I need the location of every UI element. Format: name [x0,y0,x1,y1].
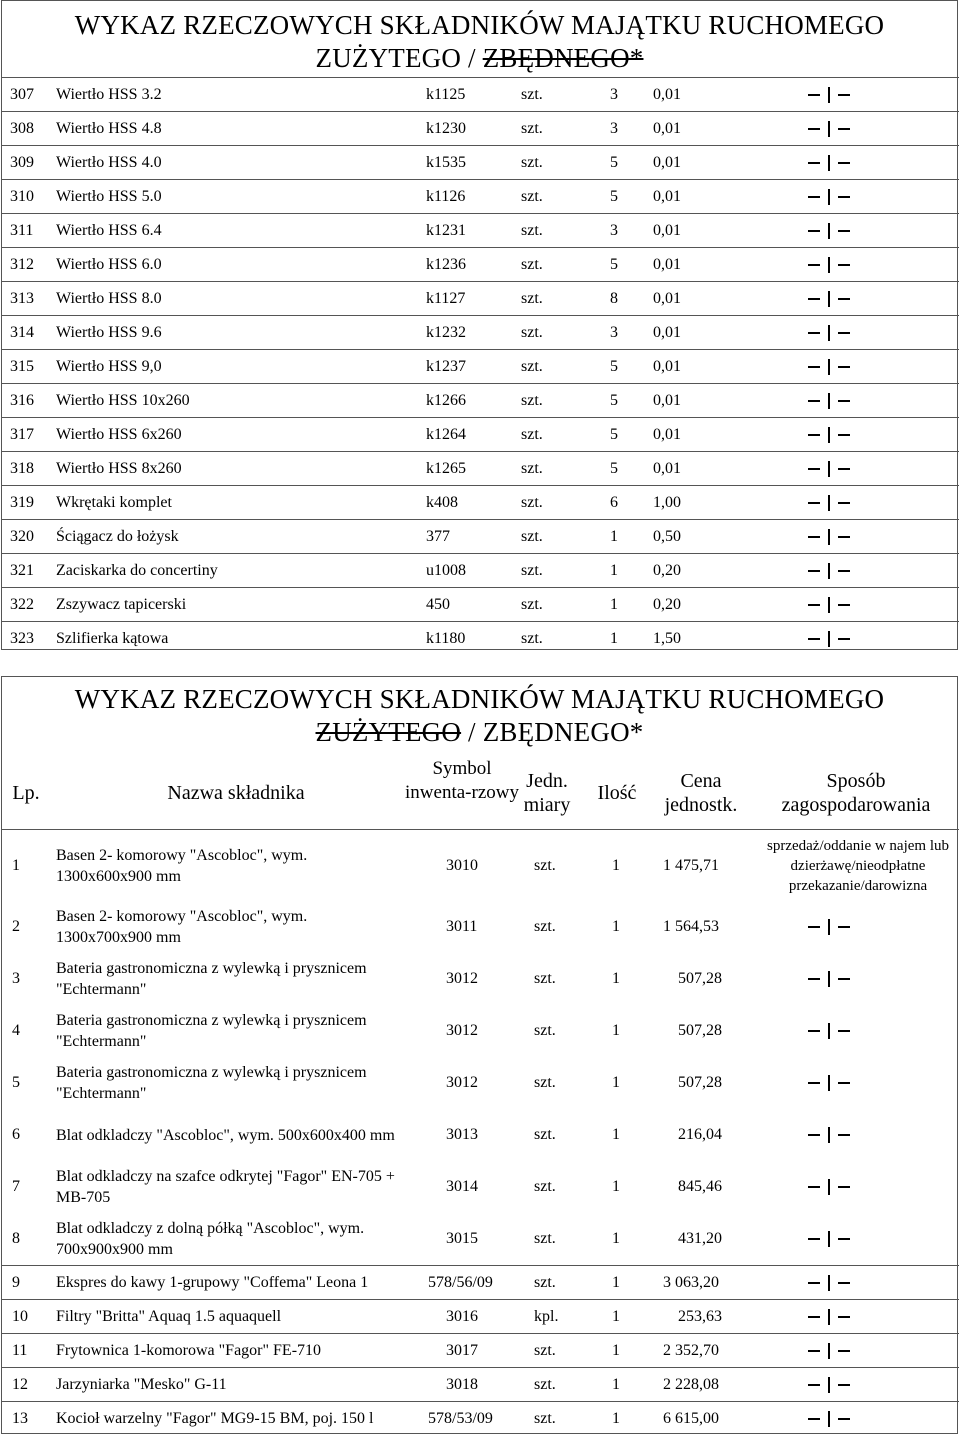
cell-unit: szt. [521,459,543,477]
cell-lp: 315 [10,357,34,375]
table-row [2,179,959,213]
dash-mark-icon [808,971,850,987]
cell-price: 507,28 [678,1074,722,1091]
cell-disposal [808,384,850,417]
cell-lp: 320 [10,527,34,545]
cell-qty: 8 [610,289,618,307]
dash-mark-icon [808,325,850,341]
cell-disposal [808,1057,850,1109]
cell-code: k1126 [426,187,466,205]
cell-disposal [808,1300,850,1333]
cell-code: 3014 [446,1178,478,1195]
cell-unit: szt. [534,1022,556,1039]
cell-unit: kpl. [534,1307,559,1325]
table-row [2,1367,959,1401]
cell-disposal [808,486,850,519]
title-line-1: WYKAZ RZECZOWYCH SKŁADNIKÓW MAJĄTKU RUCHOMEGO [74,684,885,714]
title-part-struck: ZUŻYTEGO [315,717,462,747]
cell-qty: 1 [612,856,620,874]
cell-disposal [808,520,850,553]
cell-qty: 1 [610,527,618,545]
cell-qty: 1 [612,1230,620,1247]
dash-mark-icon [808,155,850,171]
cell-price: 0,01 [653,357,681,375]
cell-qty: 1 [612,1409,620,1427]
table-row [2,485,959,519]
cell-unit: szt. [534,1409,556,1427]
cell-qty: 1 [612,918,620,935]
cell-qty: 3 [610,119,618,137]
cell-unit: szt. [521,391,543,409]
cell-code: k1535 [426,153,466,171]
cell-name: Ekspres do kawy 1-grupowy "Coffema" Leona 1 [56,1273,369,1291]
cell-disposal [808,112,850,145]
cell-code: k1232 [426,323,466,341]
cell-name: Jarzyniarka "Mesko" G-11 [56,1375,227,1393]
cell-price: 0,01 [653,425,681,443]
cell-code: 3012 [446,970,478,987]
cell-qty: 1 [610,595,618,613]
cell-code: 3018 [446,1375,478,1393]
cell-unit: szt. [534,970,556,987]
cell-name: Wiertło HSS 9.6 [56,323,162,341]
cell-qty: 1 [612,970,620,987]
dash-mark-icon [808,427,850,443]
dash-mark-icon [808,1411,850,1427]
cell-unit: szt. [521,255,543,273]
cell-price: 0,50 [653,527,681,545]
cell-disposal [808,1402,850,1435]
dash-mark-icon [808,393,850,409]
dash-mark-icon [808,563,850,579]
table-row [2,417,959,451]
cell-name: Basen 2- komorowy "Ascobloc", wym. 1300x700x900 mm [56,908,308,946]
table-row [2,1265,959,1299]
cell-disposal [808,1266,850,1299]
table-row [2,111,959,145]
table-row [2,1057,959,1109]
cell-unit: szt. [521,357,543,375]
cell-name: Blat odkladczy na szafce odkrytej "Fagor" EN-705 + MB-705 [56,1168,395,1206]
cell-name: Bateria gastronomiczna z wylewką i prysznicem "Echtermann" [56,1012,367,1050]
cell-qty: 3 [610,85,618,103]
dash-mark-icon [808,1275,850,1291]
cell-code: 3015 [446,1230,478,1247]
cell-lp: 5 [12,1074,20,1091]
table-row [2,1299,959,1333]
cell-lp: 318 [10,459,34,477]
cell-unit: szt. [534,1126,556,1143]
cell-lp: 13 [12,1409,28,1427]
table-2-header [2,757,959,829]
cell-price: 507,28 [678,970,722,987]
cell-disposal [808,901,850,953]
dash-mark-icon [808,1343,850,1359]
cell-lp: 314 [10,323,34,341]
cell-unit: szt. [521,323,543,341]
cell-code: k1231 [426,221,466,239]
cell-unit: szt. [521,561,543,579]
cell-qty: 1 [610,629,618,647]
dash-mark-icon [808,529,850,545]
cell-qty: 5 [610,255,618,273]
table-1-title [2,9,957,75]
cell-lp: 323 [10,629,34,647]
cell-price: 0,01 [653,391,681,409]
cell-unit: szt. [534,856,556,874]
page-gap [0,650,960,676]
dash-mark-icon [808,359,850,375]
cell-name: Zaciskarka do concertiny [56,561,218,579]
cell-qty: 1 [610,561,618,579]
cell-unit: szt. [534,1375,556,1393]
cell-code: k1230 [426,119,466,137]
cell-disposal [808,1109,850,1161]
cell-code: 3016 [446,1307,478,1325]
dash-mark-icon [808,597,850,613]
dash-mark-icon [808,291,850,307]
cell-lp: 7 [12,1178,20,1195]
table-row [2,281,959,315]
cell-lp: 11 [12,1341,28,1359]
cell-price: 0,01 [653,323,681,341]
cell-lp: 12 [12,1375,28,1393]
cell-qty: 1 [612,1074,620,1091]
header-unit: Jedn. miary [523,770,571,816]
header-symbol: Symbol inwenta-rzowy [405,758,519,803]
cell-disposal [808,588,850,621]
dash-mark-icon [808,495,850,511]
cell-unit: szt. [534,1230,556,1247]
dash-mark-icon [808,1231,850,1247]
cell-disposal [808,1161,850,1213]
cell-code: k1180 [426,629,466,647]
cell-lp: 310 [10,187,34,205]
cell-unit: szt. [521,493,543,511]
cell-name: Bateria gastronomiczna z wylewką i prysznicem "Echtermann" [56,960,367,998]
cell-name: Wiertło HSS 4.0 [56,153,162,171]
cell-price: 0,01 [653,153,681,171]
cell-lp: 316 [10,391,34,409]
dash-mark-icon [808,1309,850,1325]
cell-price: 0,20 [653,595,681,613]
table-row [2,1333,959,1367]
table-row [2,829,959,901]
cell-price: 0,01 [653,119,681,137]
cell-code: k1237 [426,357,466,375]
cell-unit: szt. [534,918,556,935]
cell-price: 253,63 [678,1307,722,1325]
cell-lp: 6 [12,1126,20,1143]
dash-mark-icon [808,631,850,647]
cell-qty: 3 [610,323,618,341]
dash-mark-icon [808,1127,850,1143]
cell-code: k1266 [426,391,466,409]
cell-unit: szt. [521,629,543,647]
cell-code: k1264 [426,425,466,443]
cell-price: 1 564,53 [663,918,719,935]
cell-unit: szt. [521,221,543,239]
cell-lp: 312 [10,255,34,273]
table-row [2,315,959,349]
dash-mark-icon [808,189,850,205]
cell-price: 1,00 [653,493,681,511]
cell-qty: 5 [610,153,618,171]
cell-price: 2 352,70 [663,1341,719,1359]
cell-code: 3012 [446,1022,478,1039]
cell-code: 3010 [446,856,478,874]
cell-price: 431,20 [678,1230,722,1247]
cell-unit: szt. [521,153,543,171]
cell-name: Szlifierka kątowa [56,629,169,647]
cell-name: Wiertło HSS 6.4 [56,221,162,239]
cell-qty: 5 [610,187,618,205]
cell-unit: szt. [521,187,543,205]
cell-unit: szt. [534,1178,556,1195]
table-row [2,77,959,111]
cell-name: Wiertło HSS 10x260 [56,391,190,409]
dash-mark-icon [808,461,850,477]
cell-disposal [808,282,850,315]
cell-disposal [808,418,850,451]
cell-price: 1 475,71 [663,856,719,874]
cell-qty: 6 [610,493,618,511]
table-row [2,213,959,247]
cell-name: Zszywacz tapicerski [56,595,187,613]
header-lp: Lp. [12,782,40,804]
cell-lp: 9 [12,1273,20,1291]
cell-code: 3011 [446,918,478,935]
header-disp: Sposób zagospodarowania [781,770,931,816]
cell-name: Wiertło HSS 5.0 [56,187,162,205]
dash-mark-icon [808,121,850,137]
cell-lp: 311 [10,221,34,239]
cell-unit: szt. [521,289,543,307]
cell-lp: 307 [10,85,34,103]
cell-disposal [808,1213,850,1265]
cell-unit: szt. [521,527,543,545]
cell-name: Wkrętaki komplet [56,493,172,511]
cell-name: Wiertło HSS 6x260 [56,425,182,443]
title-line-2 [2,42,957,75]
cell-price: 0,01 [653,221,681,239]
table-2-frame [1,676,958,1434]
cell-code: k1236 [426,255,466,273]
cell-price: 1,50 [653,629,681,647]
table-row [2,953,959,1005]
dash-mark-icon [808,87,850,103]
cell-name: Wiertło HSS 9,0 [56,357,162,375]
cell-name: Basen 2- komorowy "Ascobloc", wym. 1300x600x900 mm [56,846,308,885]
cell-qty: 1 [612,1375,620,1393]
cell-lp: 322 [10,595,34,613]
dash-mark-icon [808,1179,850,1195]
cell-name: Wiertło HSS 8.0 [56,289,162,307]
cell-code: 578/56/09 [428,1273,493,1291]
cell-qty: 5 [610,459,618,477]
cell-price: 6 615,00 [663,1409,719,1427]
cell-code: 3013 [446,1126,478,1143]
cell-disposal [808,350,850,383]
cell-lp: 1 [12,856,20,874]
cell-price: 2 228,08 [663,1375,719,1393]
cell-disposal [808,146,850,179]
cell-price: 0,01 [653,187,681,205]
cell-price: 216,04 [678,1126,722,1143]
cell-unit: szt. [534,1273,556,1291]
cell-code: u1008 [426,561,466,579]
cell-code: k408 [426,493,458,511]
table-row [2,1161,959,1213]
table-row [2,587,959,621]
cell-disposal [808,1368,850,1401]
cell-lp: 308 [10,119,34,137]
table-row [2,1109,959,1161]
cell-unit: szt. [521,425,543,443]
cell-disposal [808,316,850,349]
cell-unit: szt. [521,119,543,137]
cell-price: 845,46 [678,1178,722,1195]
cell-code: k1265 [426,459,466,477]
table-row [2,1213,959,1265]
cell-lp: 3 [12,970,20,987]
cell-price: 0,20 [653,561,681,579]
cell-code: k1125 [426,85,466,103]
cell-lp: 4 [12,1022,20,1039]
cell-qty: 5 [610,391,618,409]
title-part-a: ZUŻYTEGO / [315,43,483,73]
cell-disposal [808,248,850,281]
cell-price: 0,01 [653,255,681,273]
title-line-1: WYKAZ RZECZOWYCH SKŁADNIKÓW MAJĄTKU RUCHOMEGO [74,10,885,40]
cell-qty: 5 [610,425,618,443]
table-row [2,519,959,553]
cell-disposal [808,452,850,485]
cell-disposal [808,953,850,1005]
cell-price: 0,01 [653,459,681,477]
cell-name: Bateria gastronomiczna z wylewką i prysznicem "Echtermann" [56,1064,367,1102]
cell-qty: 1 [612,1307,620,1325]
cell-name: Wiertło HSS 6.0 [56,255,162,273]
table-row [2,901,959,953]
cell-lp: 309 [10,153,34,171]
cell-lp: 2 [12,918,20,935]
title-part-b: / ZBĘDNEGO* [461,717,644,747]
header-name: Nazwa składnika [167,782,305,804]
cell-disposal [808,78,850,111]
title-line-2 [2,716,957,749]
cell-lp: 317 [10,425,34,443]
dash-mark-icon [808,919,850,935]
cell-lp: 8 [12,1230,20,1247]
table-row [2,553,959,587]
table-row [2,451,959,485]
cell-qty: 3 [610,221,618,239]
cell-lp: 319 [10,493,34,511]
cell-unit: szt. [534,1074,556,1091]
title-part-struck: ZBĘDNEGO* [482,43,644,73]
cell-price: 0,01 [653,85,681,103]
table-2-title [2,683,957,749]
cell-code: 3012 [446,1074,478,1091]
cell-price: 3 063,20 [663,1273,719,1291]
header-price: Cena jednostk. [664,770,738,816]
cell-unit: szt. [534,1341,556,1359]
cell-qty: 1 [612,1341,620,1359]
cell-name: Blat odkladczy "Ascobloc", wym. 500x600x400 mm [56,1126,395,1144]
dash-mark-icon [808,1075,850,1091]
cell-disposal [808,214,850,247]
cell-price: 507,28 [678,1022,722,1039]
cell-lp: 10 [12,1307,28,1325]
cell-lp: 321 [10,561,34,579]
cell-name: Filtry "Britta" Aquaq 1.5 aquaquell [56,1307,282,1325]
table-row [2,247,959,281]
cell-qty: 1 [612,1022,620,1039]
cell-name: Kocioł warzelny "Fagor" MG9-15 BM, poj. 150 l [56,1409,374,1427]
cell-name: Blat odkladczy z dolną półką "Ascobloc", wym. 700x900x900 mm [56,1220,365,1258]
cell-name: Frytownica 1-komorowa "Fagor" FE-710 [56,1341,322,1359]
cell-price: 0,01 [653,289,681,307]
header-qty: Ilość [597,782,637,804]
table-row [2,383,959,417]
table-row [2,349,959,383]
cell-code: 377 [426,527,450,545]
cell-disposal [808,180,850,213]
cell-code: k1127 [426,289,466,307]
dash-mark-icon [808,1023,850,1039]
table-1-frame [1,0,958,650]
dash-mark-icon [808,257,850,273]
cell-qty: 1 [612,1273,620,1291]
table-row [2,145,959,179]
cell-unit: szt. [521,595,543,613]
cell-disposal: sprzedaż/oddanie w najem lub dzierżawę/nieodpłatne przekazanie/darowizna [766,837,949,894]
table-row [2,1005,959,1057]
cell-qty: 1 [612,1178,620,1195]
cell-disposal [808,1005,850,1057]
cell-disposal [808,554,850,587]
cell-disposal [808,1334,850,1367]
dash-mark-icon [808,223,850,239]
cell-code: 450 [426,595,450,613]
cell-name: Wiertło HSS 4.8 [56,119,162,137]
cell-name: Wiertło HSS 3.2 [56,85,162,103]
cell-lp: 313 [10,289,34,307]
cell-qty: 5 [610,357,618,375]
cell-unit: szt. [521,85,543,103]
dash-mark-icon [808,1377,850,1393]
table-row [2,1401,959,1435]
cell-code: 578/53/09 [428,1409,493,1427]
cell-name: Wiertło HSS 8x260 [56,459,182,477]
cell-code: 3017 [446,1341,478,1359]
cell-qty: 1 [612,1126,620,1143]
cell-name: Ściągacz do łożysk [56,527,179,545]
